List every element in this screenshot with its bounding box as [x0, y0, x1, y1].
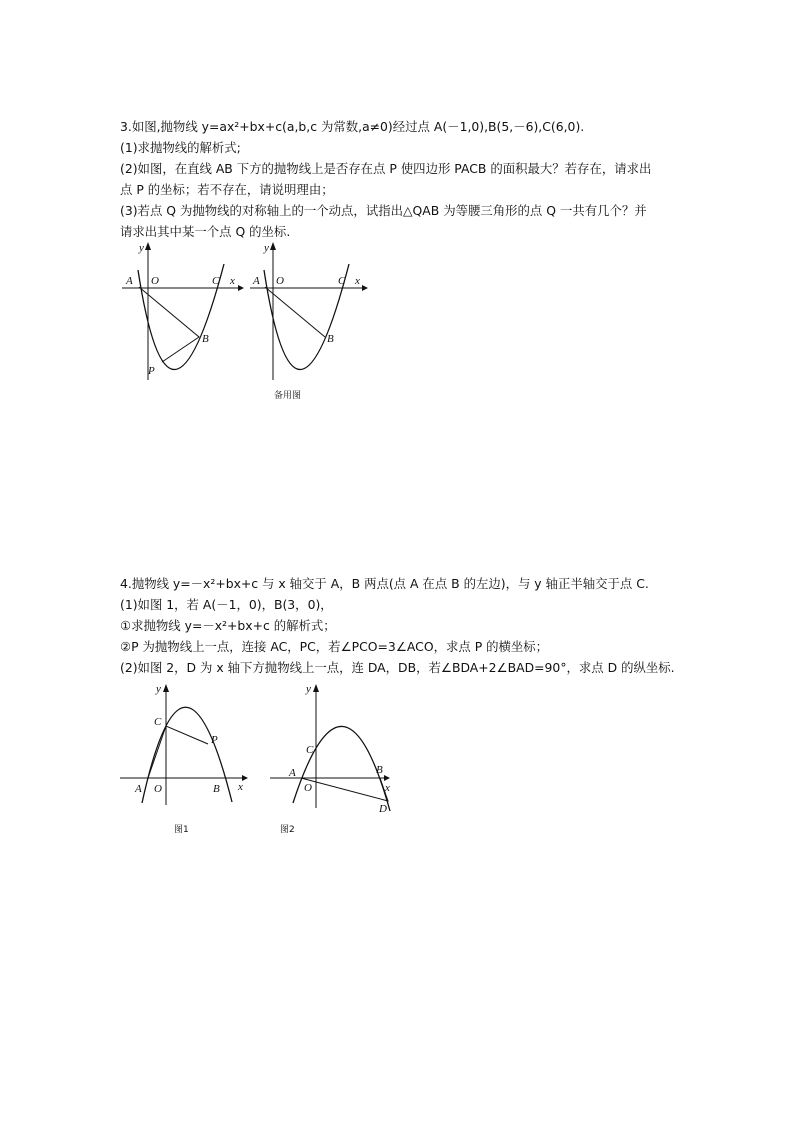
segments-ad-db [301, 778, 388, 801]
figure-caption: 图2 [280, 825, 295, 835]
label-x: x [385, 782, 390, 794]
segments-ac-cp [148, 726, 208, 778]
figure-caption: 图1 [174, 825, 189, 835]
y-axis-arrow-icon [163, 684, 169, 692]
y-axis-arrow-icon [313, 684, 319, 692]
x-axis-arrow-icon [362, 285, 368, 291]
label-A: A [126, 275, 133, 287]
label-y: y [156, 683, 161, 695]
p4-line-4: ②P 为抛物线上一点，连接 AC，PC，若∠PCO=3∠ACO，求点 P 的横坐标； [120, 639, 549, 654]
p4-line-1: 4.抛物线 y=－x²+bx+c 与 x 轴交于 A，B 两点(点 A 在点 B 的左边)，与 y 轴正半轴交于点 C. [120, 576, 649, 591]
label-O: O [151, 275, 159, 287]
label-P: P [148, 365, 155, 377]
label-y: y [264, 242, 269, 254]
label-B: B [376, 764, 383, 776]
label-y: y [139, 242, 144, 254]
p3-figure-1 [120, 240, 245, 385]
x-axis-arrow-icon [242, 775, 248, 781]
label-C: C [338, 275, 346, 287]
p3-line-1: 3.如图,抛物线 y=ax²+bx+c(a,b,c 为常数,a≠0)经过点 A(－1,0),B(5,－6),C(6,0). [120, 119, 585, 134]
p3-figure-2 [248, 240, 373, 405]
label-B: B [327, 333, 334, 345]
label-C: C [154, 716, 162, 728]
label-O: O [304, 782, 312, 794]
label-C: C [212, 275, 220, 287]
label-O: O [154, 783, 162, 795]
y-axis-arrow-icon [270, 242, 276, 250]
y-axis-arrow-icon [145, 242, 151, 250]
label-A: A [253, 275, 260, 287]
p3-line-6: 请求出其中某一个点 Q 的坐标. [120, 224, 291, 239]
x-axis-arrow-icon [238, 285, 244, 291]
p3-line-3: (2)如图，在直线 AB 下方的抛物线上是否存在点 P 使四边形 PACB 的面积最大？若存在，请求出 [120, 161, 652, 176]
label-y: y [306, 683, 311, 695]
p4-figure-1 [118, 680, 253, 840]
p3-line-2: (1)求抛物线的解析式; [120, 140, 241, 155]
label-A: A [289, 767, 296, 779]
label-x: x [238, 781, 243, 793]
p4-line-2: (1)如图 1，若 A(－1，0)，B(3，0)， [120, 597, 333, 612]
p4-line-3: ①求抛物线 y=－x²+bx+c 的解析式； [120, 618, 336, 633]
p3-line-5: (3)若点 Q 为抛物线的对称轴上的一个动点，试指出△QAB 为等腰三角形的点 Q 一共有几个？并 [120, 203, 647, 218]
figure-caption: 备用图 [274, 391, 302, 401]
segment-ab [265, 287, 325, 337]
p4-figure-2 [268, 680, 403, 840]
p3-line-4: 点 P 的坐标；若不存在，请说明理由； [120, 182, 334, 197]
label-x: x [355, 275, 360, 287]
label-C: C [306, 744, 314, 756]
label-B: B [202, 333, 209, 345]
label-P: P [211, 734, 218, 746]
label-A: A [135, 783, 142, 795]
label-x: x [230, 275, 235, 287]
p4-line-5: (2)如图 2，D 为 x 轴下方抛物线上一点，连 DA，DB，若∠BDA+2∠BAD=90°，求点 D 的纵坐标. [120, 660, 675, 675]
x-axis-arrow-icon [384, 775, 390, 781]
label-D: D [379, 803, 387, 815]
label-B: B [213, 783, 220, 795]
label-O: O [276, 275, 284, 287]
